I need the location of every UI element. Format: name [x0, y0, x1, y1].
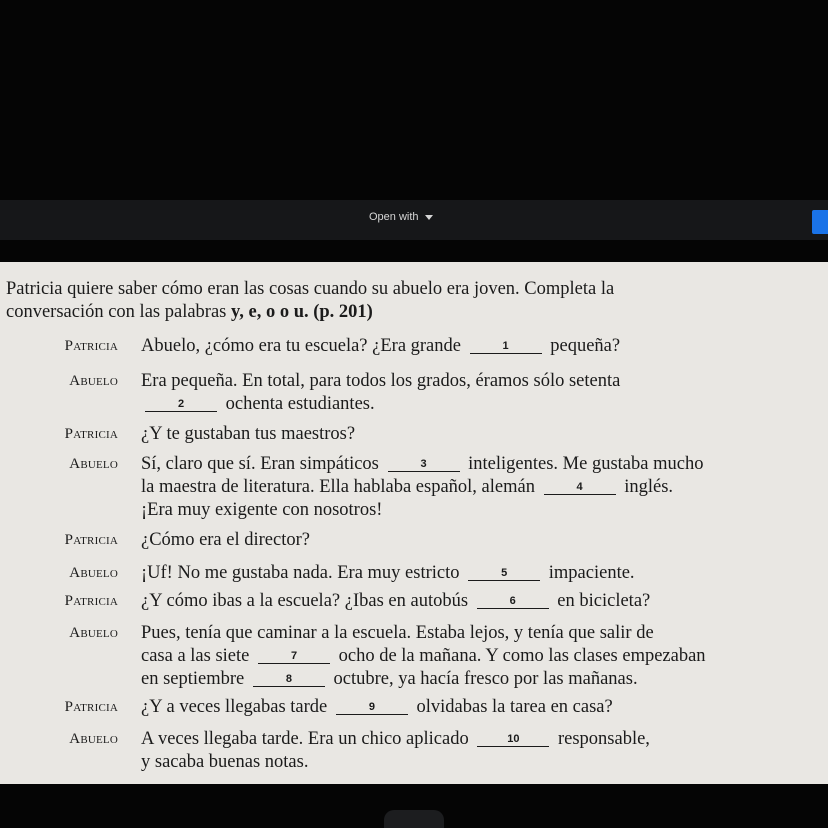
speech-line: [141, 696, 801, 719]
answer-blank: 9: [336, 700, 408, 715]
speech-segment: Era pequeña. En total, para todos los grados, éramos sólo setenta: [141, 371, 621, 391]
speech-text: [141, 335, 801, 358]
speech-line: [141, 393, 801, 416]
speech-segment: ¿Y cómo ibas a la escuela? ¿Ibas en autobús: [141, 591, 473, 611]
open-with-button[interactable]: [369, 208, 433, 226]
speech-segment: octubre, ya hacía fresco por las mañanas.: [328, 669, 638, 689]
speech-segment: en bicicleta?: [552, 591, 651, 611]
answer-blank: 3: [388, 457, 460, 472]
speech-segment: ochenta estudiantes.: [221, 394, 375, 414]
speech-text: [141, 370, 801, 416]
speech-line: [141, 728, 801, 751]
speech-line: [141, 622, 801, 645]
speech-line: [141, 335, 801, 358]
speech-segment: ¡Era muy exigente con nosotros!: [141, 500, 383, 520]
speech-segment: impaciente.: [544, 563, 635, 583]
answer-blank: 1: [470, 339, 542, 354]
speech-segment: ¿Y te gustaban tus maestros?: [141, 424, 356, 444]
speech-text: [141, 453, 801, 522]
speaker-name: Abuelo: [69, 731, 118, 747]
answer-blank: 4: [544, 480, 616, 495]
speech-text: [141, 728, 801, 774]
instructions-line1: Patricia quiere saber cómo eran las cosas cuando su abuelo era joven. Completa la: [6, 279, 615, 299]
speech-line: [141, 645, 801, 668]
speech-segment: casa a las siete: [141, 646, 254, 666]
answer-blank: 5: [468, 566, 540, 581]
speech-segment: ¡Uf! No me gustaba nada. Era muy estricto: [141, 563, 465, 583]
speech-line: [141, 370, 801, 393]
speech-line: [141, 751, 801, 774]
speech-line: [141, 423, 801, 446]
speech-segment: ¿Y a veces llegabas tarde: [141, 697, 332, 717]
side-action-button[interactable]: [812, 210, 828, 234]
speech-line: [141, 476, 801, 499]
speaker-name: Abuelo: [69, 456, 118, 472]
answer-blank: 7: [258, 649, 330, 664]
answer-blank: 6: [477, 594, 549, 609]
speaker-name: Abuelo: [69, 373, 118, 389]
answer-blank: 2: [145, 397, 217, 412]
answer-blank: 8: [253, 672, 325, 687]
speech-segment: responsable,: [553, 729, 650, 749]
open-with-label: Open with: [369, 211, 419, 223]
speech-segment: Abuelo, ¿cómo era tu escuela? ¿Era grande: [141, 336, 466, 356]
speech-line: [141, 590, 801, 613]
speaker-name: Patricia: [64, 593, 118, 609]
speech-line: [141, 529, 801, 552]
speech-segment: la maestra de literatura. Ella hablaba español, alemán: [141, 477, 540, 497]
speech-segment: inglés.: [619, 477, 674, 497]
chevron-down-icon: [425, 215, 433, 220]
speech-text: [141, 529, 801, 552]
speaker-name: Patricia: [64, 426, 118, 442]
speech-text: [141, 562, 801, 585]
speech-segment: inteligentes. Me gustaba mucho: [463, 454, 704, 474]
speaker-name: Abuelo: [69, 625, 118, 641]
speech-line: [141, 453, 801, 476]
speech-segment: ¿Cómo era el director?: [141, 530, 310, 550]
speech-segment: olvidabas la tarea en casa?: [411, 697, 613, 717]
speaker-name: Abuelo: [69, 565, 118, 581]
speaker-name: Patricia: [64, 338, 118, 354]
speech-segment: y sacaba buenas notas.: [141, 752, 309, 772]
instructions-line2-start: conversación con las palabras: [6, 302, 231, 322]
speech-segment: pequeña?: [545, 336, 621, 356]
bottom-controls[interactable]: [384, 810, 444, 828]
speech-text: [141, 696, 801, 719]
speech-segment: en septiembre: [141, 669, 249, 689]
answer-blank: 10: [477, 732, 549, 747]
speech-text: [141, 423, 801, 446]
speech-line: [141, 668, 801, 691]
speech-segment: Pues, tenía que caminar a la escuela. Estaba lejos, y tenía que salir de: [141, 623, 654, 643]
speech-text: [141, 622, 801, 691]
speech-line: [141, 562, 801, 585]
speaker-name: Patricia: [64, 532, 118, 548]
speech-segment: A veces llegaba tarde. Era un chico aplicado: [141, 729, 474, 749]
instructions-page-ref: (p. 201): [308, 302, 373, 322]
speech-text: [141, 590, 801, 613]
speech-segment: Sí, claro que sí. Eran simpáticos: [141, 454, 384, 474]
instructions-words: y, e, o o u.: [231, 302, 309, 322]
speech-segment: ocho de la mañana. Y como las clases empezaban: [334, 646, 706, 666]
speaker-name: Patricia: [64, 699, 118, 715]
speech-line: [141, 499, 801, 522]
instructions: [6, 278, 796, 324]
